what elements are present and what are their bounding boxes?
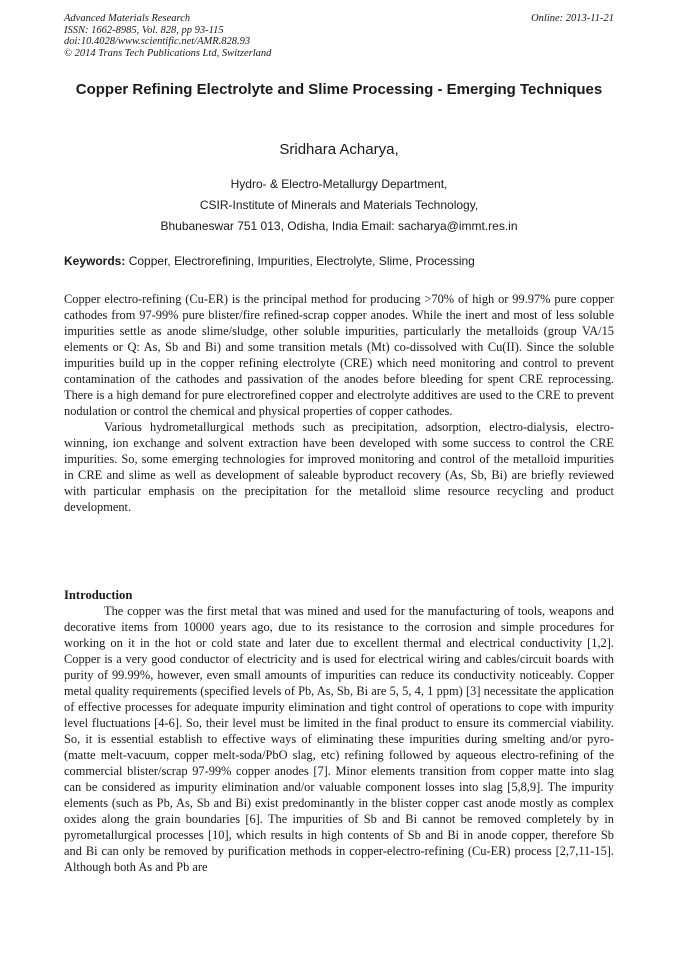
journal-copyright: © 2014 Trans Tech Publications Ltd, Switzerland bbox=[64, 47, 272, 59]
online-date: Online: 2013-11-21 bbox=[531, 13, 614, 24]
introduction-heading: Introduction bbox=[64, 588, 133, 602]
abstract-paragraph-2: Various hydrometallurgical methods such as precipitation, adsorption, electro-dialysis, electro-winning, ion exchange and solvent extraction have been developed with some success to control the CRE impurities. So, some emerging technologies for improved monitoring and control of the metalloid impurities in CRE and slime as well as development of saleable byproduct recovery (As, Sb, Bi) are briefly reviewed with particular emphasis on the precipitation for the metalloid slime resource recycling and product development. bbox=[64, 420, 614, 514]
keywords-text: Copper, Electrorefining, Impurities, Electrolyte, Slime, Processing bbox=[128, 254, 475, 268]
affiliation-institute: CSIR-Institute of Minerals and Materials Technology, bbox=[199, 198, 479, 212]
journal-issn: ISSN: 1662-8985, Vol. 828, pp 93-115 bbox=[64, 24, 224, 36]
keywords-line bbox=[64, 254, 614, 268]
keywords-label: Keywords: bbox=[64, 254, 126, 268]
author-name: Sridhara Acharya, bbox=[279, 141, 399, 158]
introduction-body bbox=[64, 603, 614, 875]
introduction-paragraph-1: The copper was the first metal that was mined and used for the manufacturing of tools, weapons and decorative items from 10000 years ago, due to its resistance to the corrosion and simple procedures for working on it in the hot or cold state and later due to excellent thermal and electrical conductivity [1,2]. Copper is a very good conductor of electricity and is used for electrical wiring and cables/circuit boards with purity of 99.99%, however, even small amounts of impurities can reduce its conductivity noticeably. Copper metal quality requirements (specified levels of Pb, As, Sb, Bi are 5, 5, 4, 1 ppm) [3] necessitate the application of effective processes for adequate impurity elimination and tight control of operations to cope with impurity level fluctuations [4-6]. So, their level must be limited in the final product to ensure its commercial viability. So, it is essential establish to effective ways of eliminating these impurities during smelting and/or pyro- (matte melt-vacuum, copper melt-soda/PbO slag, etc) refining followed by aqueous electro-refining of the commercial blister/scrap 97-99% copper anodes [7]. Minor elements transition from copper matte into slag can be considered as impurity elimination and/or valuable component losses into slag [5,8,9]. The impurity elements (such as Pb, As, Sb and Bi) exist predominantly in the blister copper cast anode mostly as complex oxides along the grain boundaries [6]. The impurities of Sb and Bi cannot be removed completely by in pyrometallurgical processes [10], which results in high contents of Sb and Bi in anode copper, therefore Sb and Bi can only be removed by purification methods in copper-electro-refining (Cu-ER) process [2,7,11-15]. Although both As and Pb are bbox=[64, 604, 614, 874]
abstract bbox=[64, 291, 614, 515]
journal-header bbox=[64, 13, 271, 59]
affiliation-department: Hydro- & Electro-Metallurgy Department, bbox=[230, 177, 448, 191]
abstract-paragraph-1: Copper electro-refining (Cu-ER) is the principal method for producing >70% of high or 99.97% pure copper cathodes from 97-99% pure blister/fire refined-scrap copper anodes. While the inert and most of less soluble impurities settle as anode slime/sludge, other soluble impurities, particularly the metalloids (group VA/15 elements or Q: As, Sb and Bi) and some transition metals (Mt) co-dissolved with Cu(II). Since the soluble impurities build up in the copper refining electrolyte (CRE) which need monitoring and control to prevent contamination of the cathodes and passivation of the anodes before bleeding for spent CRE reprocessing. There is a high demand for pure electrorefined copper and electrolyte additives are used to the CRE to prevent nodulation or control the chemical and physical properties of copper cathodes. bbox=[64, 292, 614, 418]
journal-doi[interactable]: doi:10.4028/www.scientific.net/AMR.828.93 bbox=[64, 36, 251, 47]
journal-name: Advanced Materials Research bbox=[64, 13, 191, 24]
affiliation-address-email: Bhubaneswar 751 013, Odisha, India Email: sacharya@immt.res.in bbox=[160, 219, 518, 233]
paper-title: Copper Refining Electrolyte and Slime Processing - Emerging Techniques bbox=[75, 81, 603, 98]
